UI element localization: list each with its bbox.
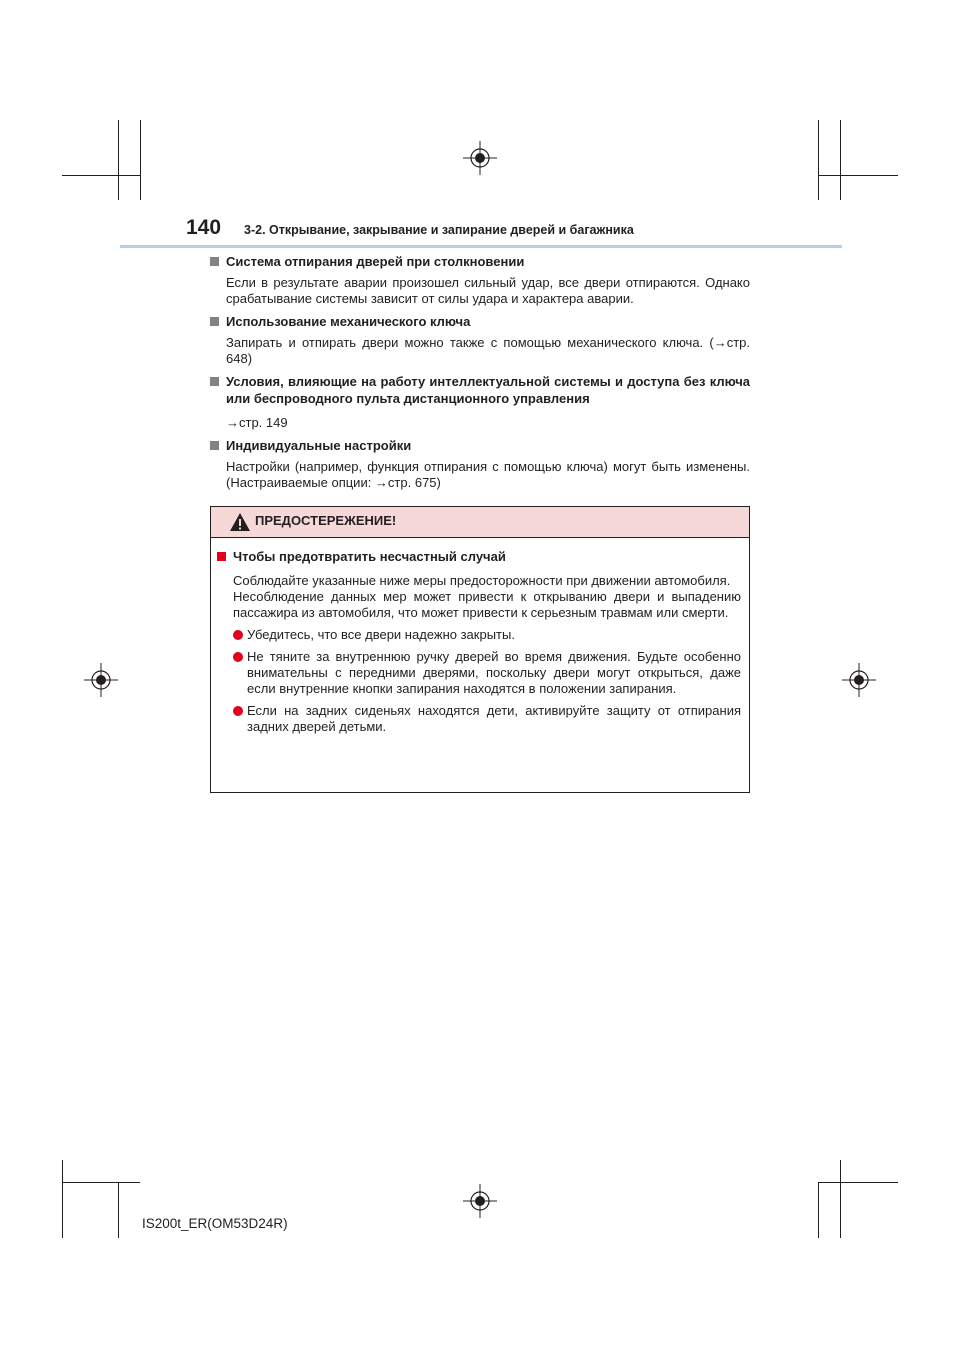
round-bullet-icon — [233, 630, 243, 640]
warning-title-text: Чтобы предотвратить несчастный случай — [233, 549, 506, 564]
section-title-text: Индивидуальные настройки — [226, 438, 412, 453]
section-title-text: Условия, влияющие на работу интеллектуальной системы и доступа без ключа или беспроводного пульта дистанционного управления — [226, 374, 750, 406]
page-header — [186, 216, 750, 246]
chapter-title: 3-2. Открывание, закрывание и запирание дверей и багажника — [244, 223, 634, 237]
square-bullet-icon — [210, 257, 219, 266]
square-bullet-icon — [210, 377, 219, 386]
section-title-text: Использование механического ключа — [226, 314, 471, 329]
section-body: Если в результате аварии произошел сильный удар, все двери отпираются. Однако срабатывание системы зависит от силы удара и характера аварии. — [226, 275, 750, 306]
section-body: Запирать и отпирать двери можно также с помощью механического ключа. (→стр. 648) — [226, 335, 750, 366]
crop-mark — [62, 175, 140, 176]
section-smart-entry-conditions — [210, 373, 750, 431]
warning-bullet — [217, 649, 741, 697]
warning-bullet-text: Не тяните за внутреннюю ручку дверей во время движения. Будьте особенно внимательны с передними дверями, поскольку двери могут открыться, даже если внутренние кнопки запирания находятся в положении запирания. — [247, 649, 741, 696]
warning-intro: Соблюдайте указанные ниже меры предосторожности при движении автомобиля. — [233, 573, 731, 588]
section-collision-unlock — [210, 253, 750, 307]
section-title — [210, 373, 750, 407]
crop-mark — [818, 175, 898, 176]
crop-mark — [818, 1182, 898, 1183]
warning-bullet — [217, 703, 741, 735]
section-title — [210, 313, 750, 330]
warning-body — [211, 538, 749, 735]
registration-mark-icon — [463, 1184, 497, 1218]
crop-mark — [62, 1182, 140, 1183]
registration-mark-icon — [84, 663, 118, 697]
crop-mark — [818, 1182, 819, 1238]
crop-mark — [140, 120, 141, 200]
registration-mark-icon — [842, 663, 876, 697]
main-content — [210, 253, 750, 497]
section-mechanical-key — [210, 313, 750, 367]
page-number: 140 — [186, 216, 222, 239]
crop-mark — [818, 120, 819, 200]
section-body: Настройки (например, функция отпирания с помощью ключа) могут быть изменены. (Настраиваемые опции: →стр. 675) — [226, 459, 750, 490]
square-bullet-icon — [217, 552, 226, 561]
round-bullet-icon — [233, 652, 243, 662]
header-divider — [120, 245, 842, 248]
square-bullet-icon — [210, 441, 219, 450]
model-code: IS200t_ER(OM53D24R) — [142, 1216, 288, 1231]
crop-mark — [62, 1160, 63, 1238]
section-body: →стр. 149 — [226, 415, 288, 430]
crop-mark — [118, 1182, 119, 1238]
warning-bullet — [217, 627, 741, 643]
warning-section-title — [217, 548, 741, 565]
section-customization — [210, 437, 750, 491]
warning-header — [211, 507, 749, 538]
warning-triangle-icon — [229, 512, 251, 532]
section-title-text: Система отпирания дверей при столкновении — [226, 254, 525, 269]
round-bullet-icon — [233, 706, 243, 716]
section-title — [210, 253, 750, 270]
crop-mark — [840, 120, 841, 200]
crop-mark — [840, 1160, 841, 1238]
warning-box — [210, 506, 750, 793]
crop-mark — [118, 120, 119, 200]
section-title — [210, 437, 750, 454]
warning-intro: Несоблюдение данных мер может привести к открыванию двери и выпадению пассажира из автомобиля, что может привести к серьезным травмам или смерти. — [233, 589, 741, 620]
registration-mark-icon — [463, 141, 497, 175]
warning-bullet-text: Если на задних сиденьях находятся дети, активируйте защиту от отпирания задних дверей детьми. — [247, 703, 741, 734]
warning-heading: ПРЕДОСТЕРЕЖЕНИЕ! — [255, 513, 397, 528]
square-bullet-icon — [210, 317, 219, 326]
warning-bullet-text: Убедитесь, что все двери надежно закрыты. — [247, 627, 515, 642]
